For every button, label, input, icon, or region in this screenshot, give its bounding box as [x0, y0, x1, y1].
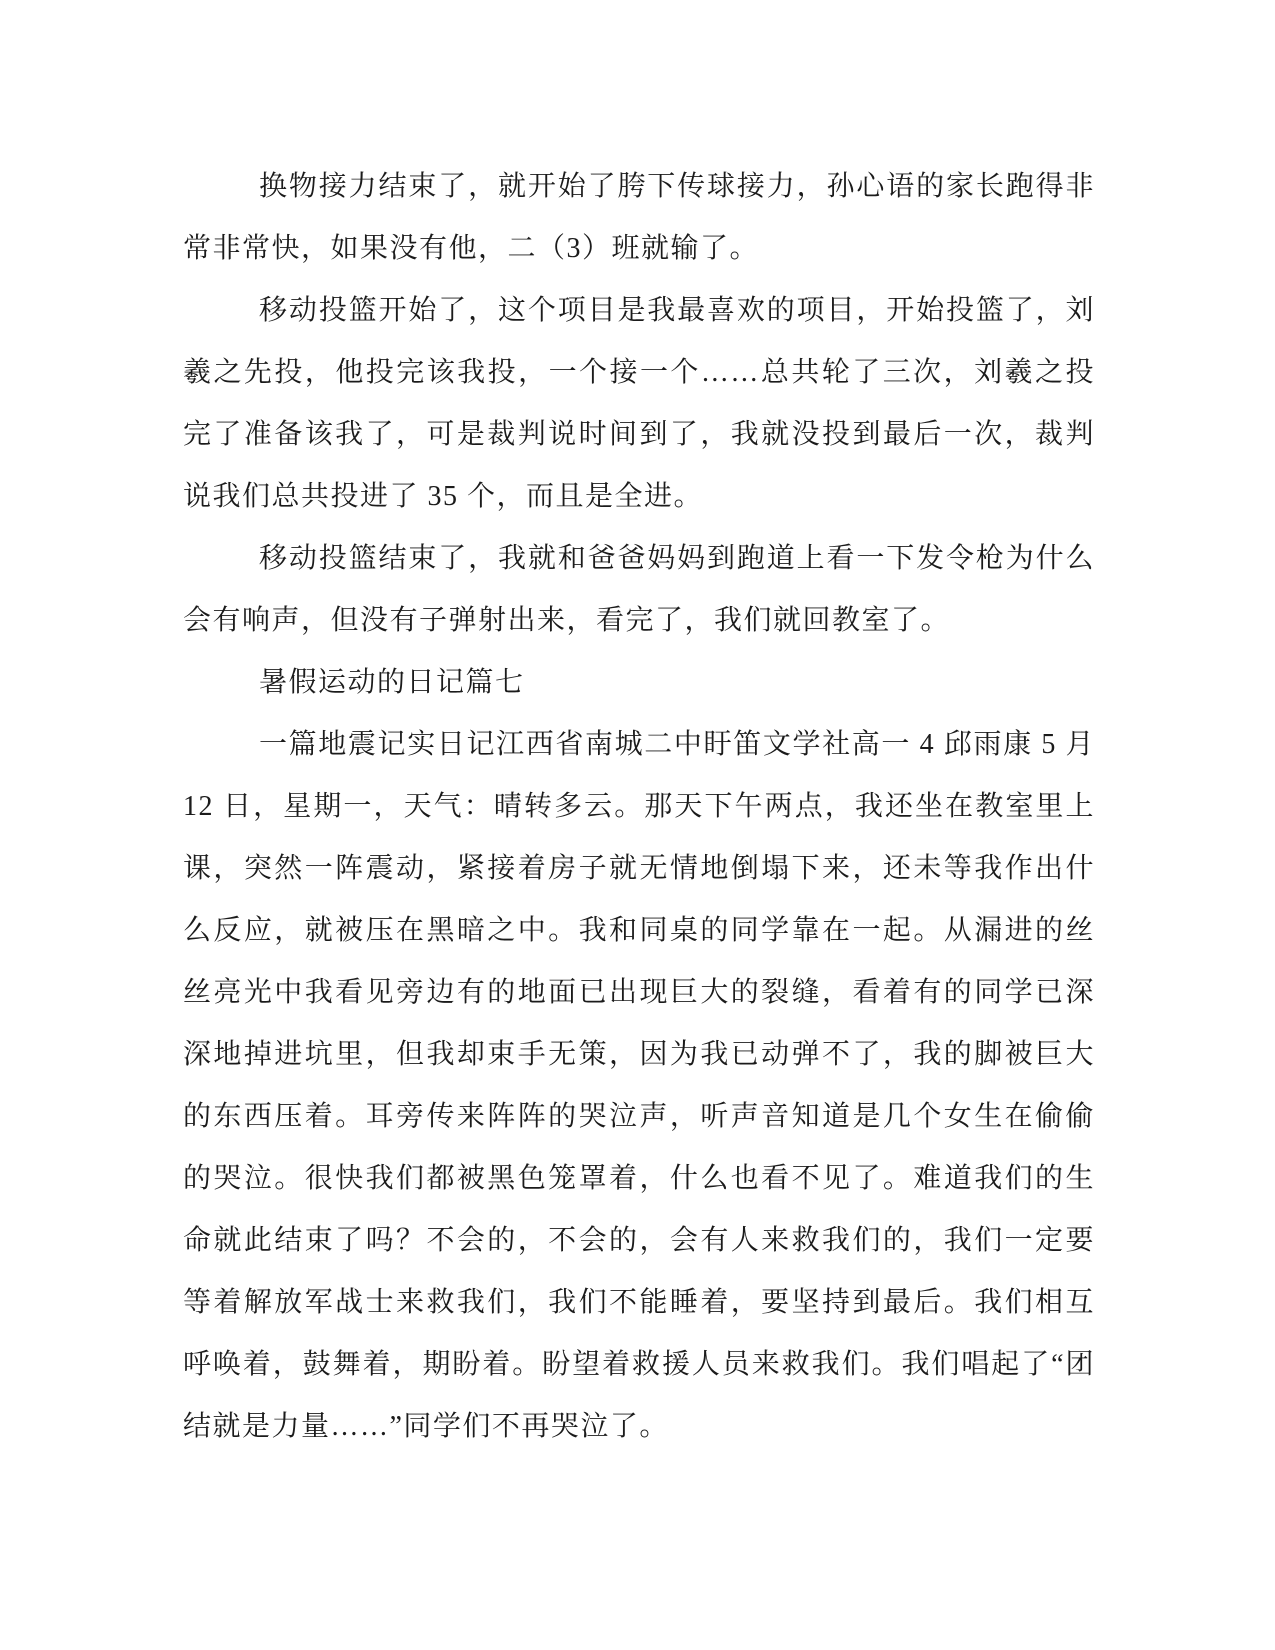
paragraph-moving-basketball-shoot: 移动投篮开始了，这个项目是我最喜欢的项目，开始投篮了，刘羲之先投，他投完该我投，一个接一个……总共轮了三次，刘羲之投完了准备该我了，可是裁判说时间到了，我就没投到最后一次，裁判说我们总共投进了 35 个，而且是全进。	[183, 295, 1095, 512]
paragraph-starting-gun: 移动投篮结束了，我就和爸爸妈妈到跑道上看一下发令枪为什么会有响声，但没有子弹射出来，看完了，我们就回教室了。	[183, 543, 1095, 636]
document-body	[183, 156, 1095, 1458]
paragraph-relay-race: 换物接力结束了，就开始了胯下传球接力，孙心语的家长跑得非常非常快，如果没有他，二（3）班就输了。	[183, 171, 1095, 264]
paragraph-earthquake-diary: 一篇地震记实日记江西省南城二中盱笛文学社高一 4 邱雨康 5 月 12 日，星期一，天气：晴转多云。那天下午两点，我还坐在教室里上课，突然一阵震动，紧接着房子就无情地倒塌下来，还未等我作出什么反应，就被压在黑暗之中。我和同桌的同学靠在一起。从漏进的丝丝亮光中我看见旁边有的地面已出现巨大的裂缝，看着有的同学已深深地掉进坑里，但我却束手无策，因为我已动弹不了，我的脚被巨大的东西压着。耳旁传来阵阵的哭泣声，听声音知道是几个女生在偷偷的哭泣。很快我们都被黑色笼罩着，什么也看不见了。难道我们的生命就此结束了吗？不会的，不会的，会有人来救我们的，我们一定要等着解放军战士来救我们，我们不能睡着，要坚持到最后。我们相互呼唤着，鼓舞着，期盼着。盼望着救援人员来救我们。我们唱起了“团结就是力量……”同学们不再哭泣了。	[183, 729, 1095, 1442]
section-heading-diary-seven: 暑假运动的日记篇七	[259, 667, 525, 698]
